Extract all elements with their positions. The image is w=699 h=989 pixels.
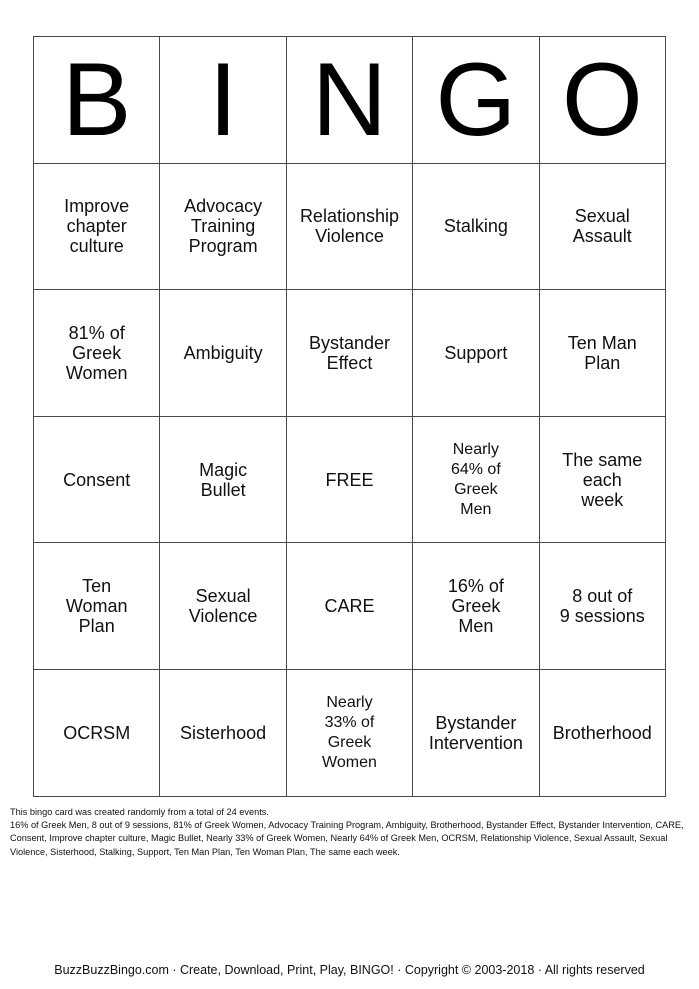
cell-text: Ten Man Plan <box>567 332 637 373</box>
header-letter: B <box>62 41 132 158</box>
cell-text: OCRSM <box>63 722 131 743</box>
cell-text: Support <box>444 342 508 363</box>
cell-text: 16% of Greek Men <box>447 576 504 637</box>
bingo-cell <box>413 543 539 670</box>
card-footnote <box>10 806 690 859</box>
cell-text: Brotherhood <box>552 722 652 743</box>
bingo-row <box>34 669 666 796</box>
site-footer: BuzzBuzzBingo.com · Create, Download, Print, Play, BINGO! · Copyright © 2003-2018 · All rights reserved <box>54 963 645 977</box>
bingo-cell <box>413 163 539 290</box>
cell-text: Ambiguity <box>183 342 263 363</box>
header-cell-i <box>160 37 286 164</box>
header-cell-n <box>286 37 412 164</box>
bingo-cell <box>286 543 412 670</box>
header-cell-o <box>539 37 665 164</box>
bingo-cell <box>286 163 412 290</box>
bingo-cell <box>160 163 286 290</box>
cell-text: Ten Woman Plan <box>65 576 128 637</box>
bingo-cell <box>413 416 539 543</box>
bingo-row <box>34 543 666 670</box>
bingo-row <box>34 416 666 543</box>
cell-text: Improve chapter culture <box>64 196 130 257</box>
bingo-row <box>34 163 666 290</box>
bingo-cell <box>34 543 160 670</box>
bingo-cell <box>160 669 286 796</box>
cell-text: CARE <box>324 596 375 617</box>
bingo-cell <box>286 669 412 796</box>
header-letter: N <box>311 41 388 158</box>
free-space-cell <box>286 416 412 543</box>
footnote-event-list: 16% of Greek Men, 8 out of 9 sessions, 81% of Greek Women, Advocacy Training Program, Ambiguity, Brotherhood, Bystander Effect, Bystander Intervention, CARE, Consent, Improve chapter culture, Magic Bullet, Nearly 33% of Greek Women, Nearly 64% of Greek Men, OCRSM, Relationship Violence, Sexual Assault, Sexual Violence, Sisterhood, Stalking, Support, Ten Man Plan, Ten Woman Plan, The same each week. <box>10 820 684 857</box>
bingo-cell <box>34 290 160 417</box>
bingo-cell <box>539 290 665 417</box>
free-space-text: FREE <box>325 469 374 490</box>
header-letter: I <box>208 41 238 158</box>
cell-text: Relationship Violence <box>299 206 399 247</box>
bingo-cell <box>413 290 539 417</box>
cell-text: The same each week <box>562 449 643 510</box>
bingo-cell <box>539 543 665 670</box>
bingo-cell <box>160 416 286 543</box>
bingo-cell <box>413 669 539 796</box>
cell-text: Consent <box>63 469 131 490</box>
cell-text: Nearly 33% of Greek Women <box>322 693 377 771</box>
cell-text: 8 out of 9 sessions <box>559 586 645 627</box>
cell-text: Nearly 64% of Greek Men <box>450 440 501 518</box>
bingo-cell <box>539 416 665 543</box>
bingo-cell <box>539 163 665 290</box>
bingo-cell <box>34 669 160 796</box>
bingo-cell <box>160 290 286 417</box>
bingo-cell <box>34 416 160 543</box>
bingo-cell <box>160 543 286 670</box>
header-cell-g <box>413 37 539 164</box>
bingo-cell <box>34 163 160 290</box>
cell-text: Bystander Effect <box>308 332 390 373</box>
bingo-cell <box>286 290 412 417</box>
header-row <box>34 37 666 164</box>
bingo-row <box>34 290 666 417</box>
cell-text: Sexual Assault <box>572 206 632 247</box>
cell-text: Bystander Intervention <box>428 712 523 753</box>
cell-text: Sisterhood <box>180 722 267 743</box>
cell-text: Stalking <box>443 216 508 237</box>
cell-text: Sexual Violence <box>188 586 258 627</box>
bingo-cell <box>539 669 665 796</box>
header-letter: G <box>435 41 517 158</box>
cell-text: 81% of Greek Women <box>65 322 128 383</box>
cell-text: Magic Bullet <box>199 459 248 500</box>
cell-text: Advocacy Training Program <box>184 196 263 257</box>
footnote-summary: This bingo card was created randomly from a total of 24 events. <box>10 807 269 817</box>
header-letter: O <box>561 41 643 158</box>
bingo-card <box>33 36 666 797</box>
header-cell-b <box>34 37 160 164</box>
